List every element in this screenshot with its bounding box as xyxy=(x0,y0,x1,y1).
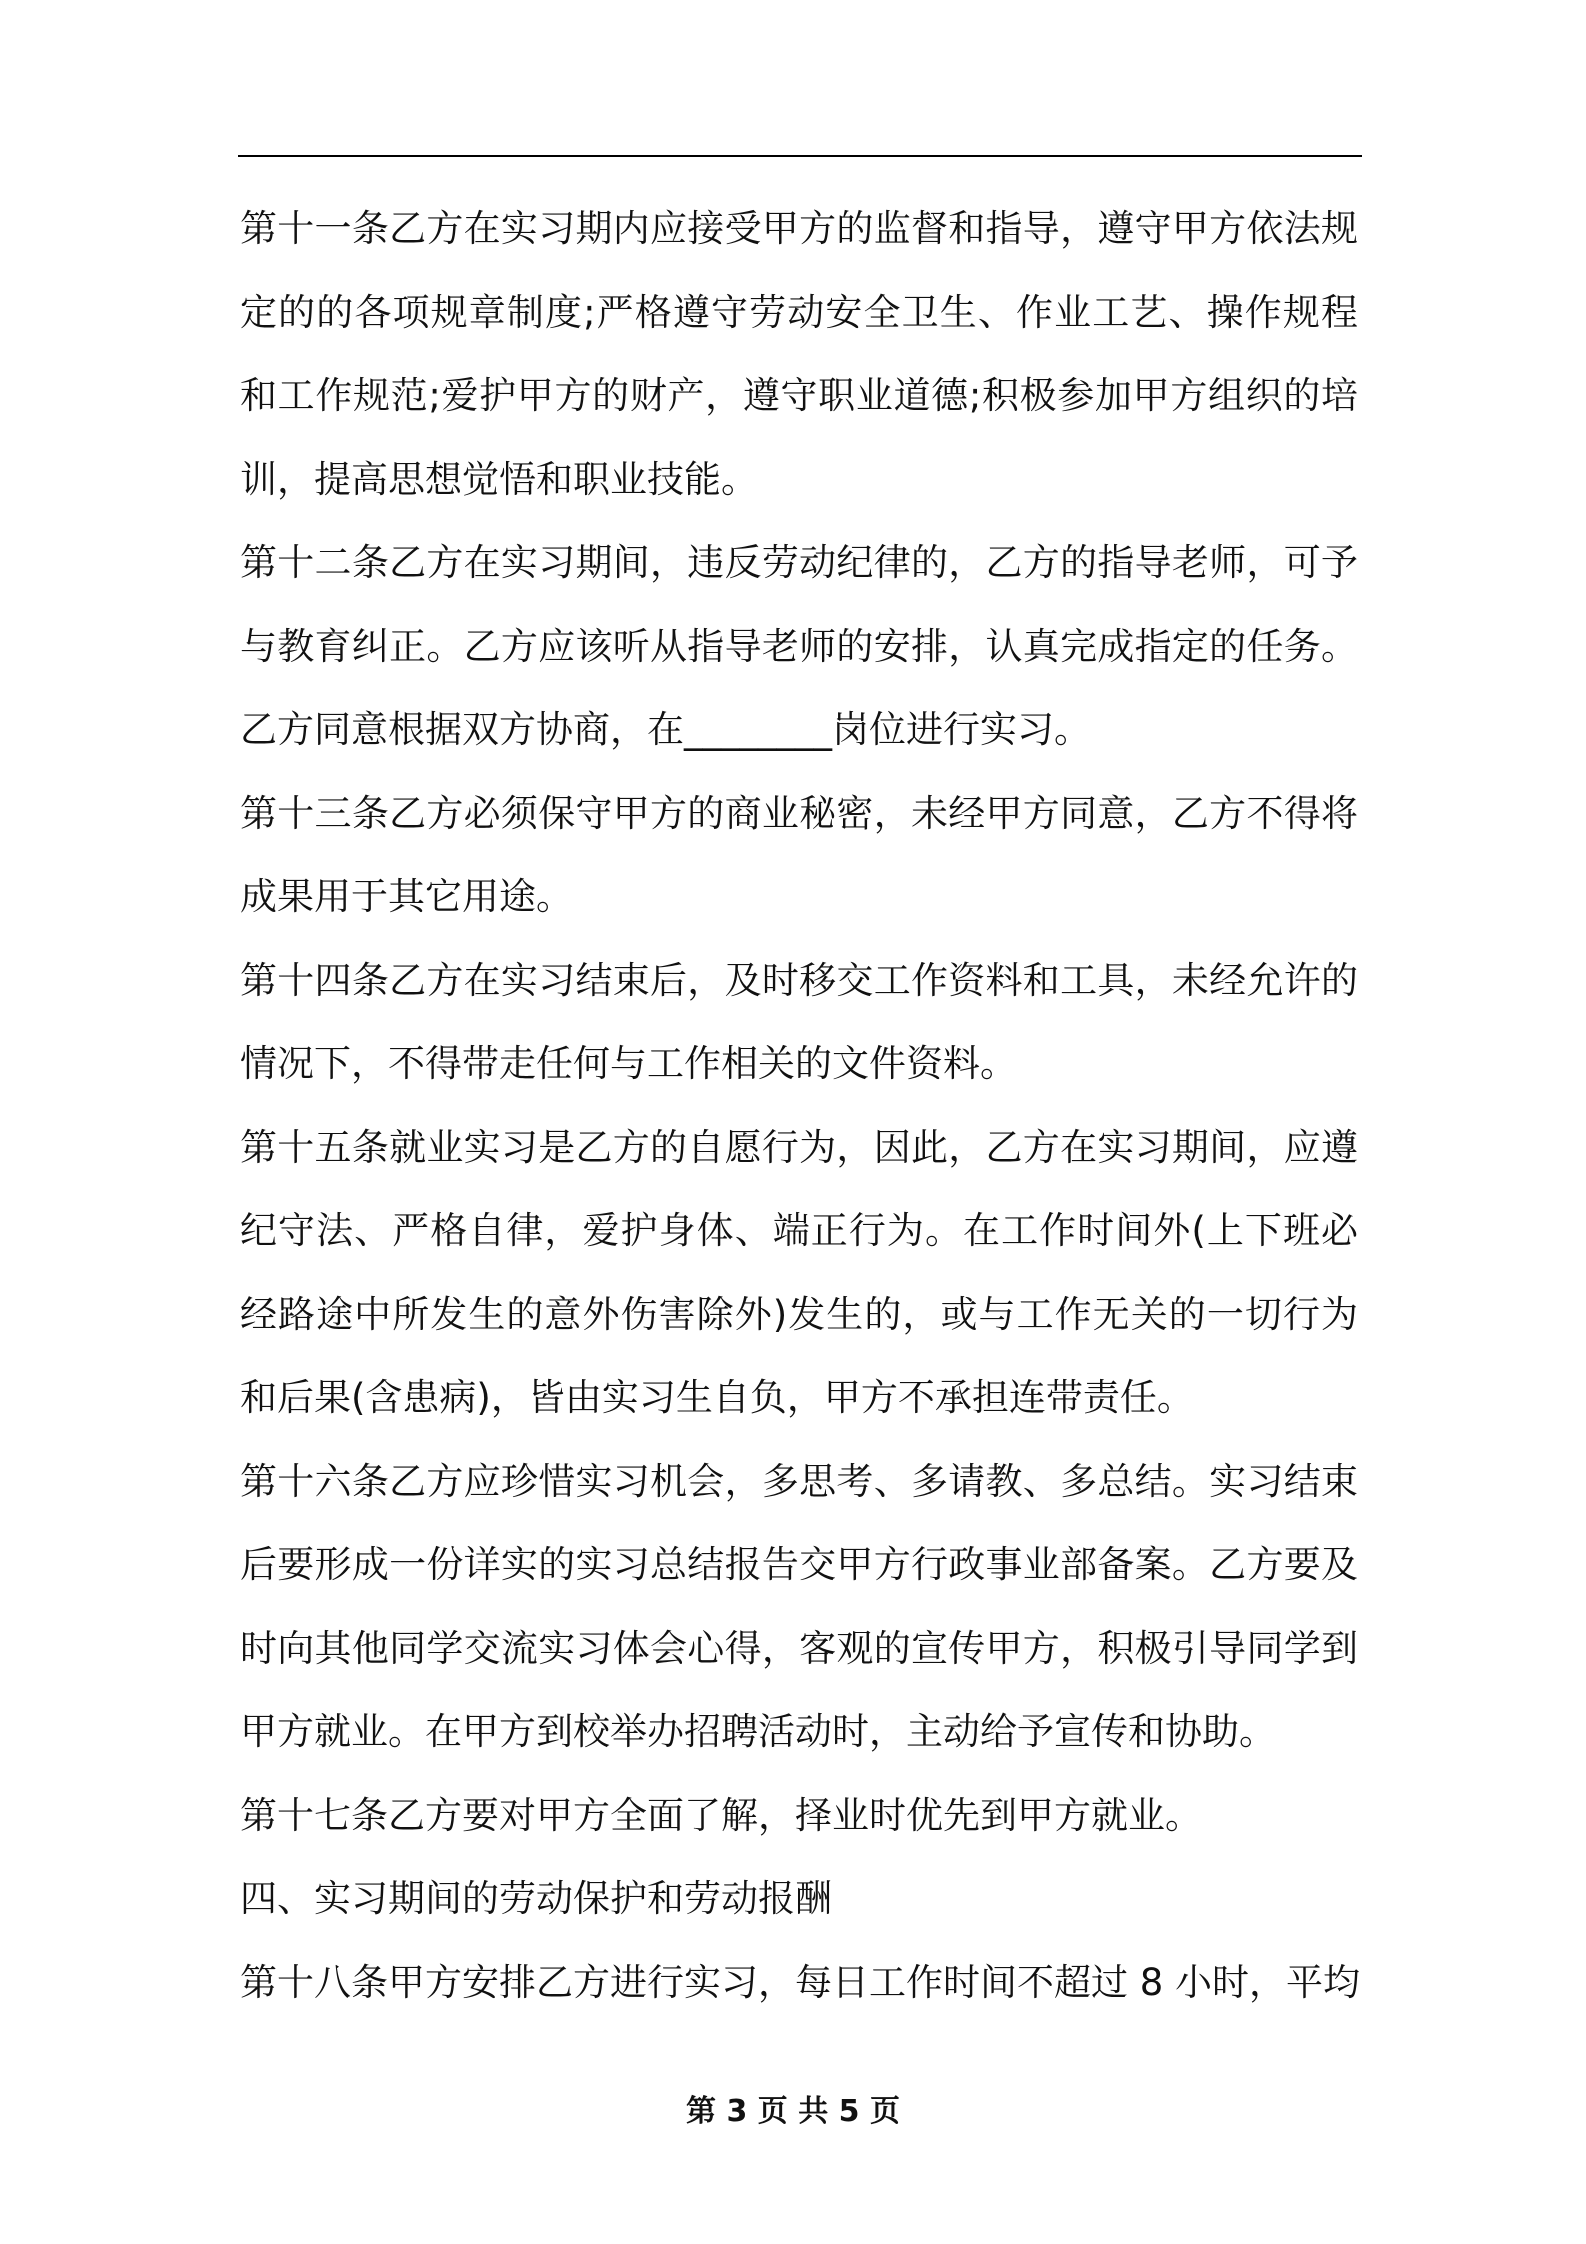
text-line: 成果用于其它用途。 xyxy=(240,875,573,918)
text-line: 乙方同意根据双方协商，在________岗位进行实习。 xyxy=(240,708,1091,751)
text-line: 第十三条乙方必须保守甲方的商业秘密，未经甲方同意，乙方不得将 xyxy=(240,791,1358,835)
text-line: 与教育纠正。乙方应该听从指导老师的安排，认真完成指定的任务。 xyxy=(240,624,1358,668)
text-line: 训，提高思想觉悟和职业技能。 xyxy=(240,457,758,501)
text-line: 纪守法、严格自律，爱护身体、端正行为。在工作时间外(上下班必 xyxy=(240,1209,1358,1252)
text-line: 第十一条乙方在实习期内应接受甲方的监督和指导，遵守甲方依法规 xyxy=(240,207,1358,250)
text-line: 后要形成一份详实的实习总结报告交甲方行政事业部备案。乙方要及 xyxy=(240,1543,1358,1586)
text-line: 和后果(含患病)，皆由实习生自负，甲方不承担连带责任。 xyxy=(240,1376,1194,1419)
text-line: 情况下，不得带走任何与工作相关的文件资料。 xyxy=(240,1042,1017,1085)
text-line: 和工作规范;爱护甲方的财产，遵守职业道德;积极参加甲方组织的培 xyxy=(240,374,1358,417)
header-divider xyxy=(238,155,1362,157)
document-body xyxy=(240,198,1370,2035)
text-line: 甲方就业。在甲方到校举办招聘活动时，主动给予宣传和协助。 xyxy=(240,1710,1276,1753)
text-line: 定的的各项规章制度;严格遵守劳动安全卫生、作业工艺、操作规程 xyxy=(240,290,1358,334)
section-heading: 四、实习期间的劳动保护和劳动报酬 xyxy=(240,1877,832,1920)
page-number: 第 3 页 共 5 页 xyxy=(686,2094,900,2129)
text-line: 第十二条乙方在实习期间，违反劳动纪律的，乙方的指导老师，可予 xyxy=(240,541,1358,584)
text-line: 第十五条就业实习是乙方的自愿行为，因此，乙方在实习期间，应遵 xyxy=(240,1125,1358,1169)
text-line: 第十四条乙方在实习结束后，及时移交工作资料和工具，未经允许的 xyxy=(240,958,1358,1002)
text-line: 第十七条乙方要对甲方全面了解，择业时优先到甲方就业。 xyxy=(240,1793,1202,1837)
text-line: 第十六条乙方应珍惜实习机会，多思考、多请教、多总结。实习结束 xyxy=(240,1459,1358,1503)
text-line: 时向其他同学交流实习体会心得，客观的宣传甲方，积极引导同学到 xyxy=(240,1626,1358,1670)
text-line: 经路途中所发生的意外伤害除外)发生的，或与工作无关的一切行为 xyxy=(240,1292,1358,1336)
text-line: 第十八条甲方安排乙方进行实习，每日工作时间不超过 8 小时，平均 xyxy=(240,1960,1361,2004)
